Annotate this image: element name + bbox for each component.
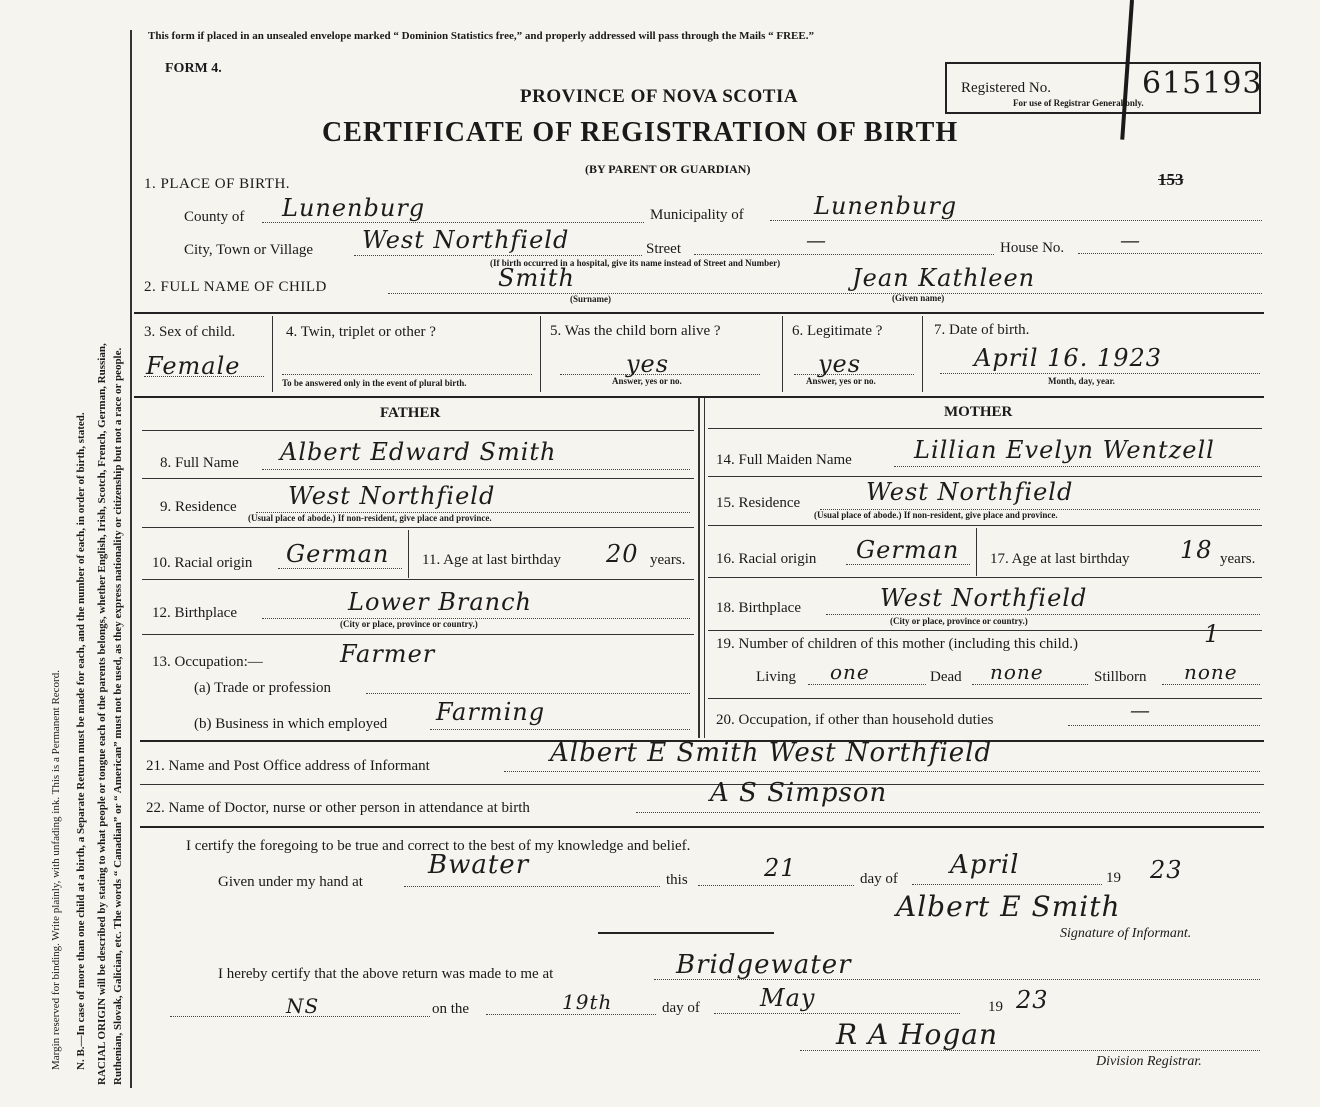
mother-birthplace-value: West Northfield <box>880 584 1088 612</box>
child-surname: Smith <box>498 264 575 292</box>
living-label: Living <box>756 669 796 685</box>
registrar-province-value: NS <box>286 994 320 1018</box>
municipality-value: Lunenburg <box>814 192 958 220</box>
legitimate-caption: Answer, yes or no. <box>806 376 876 386</box>
certify-year-prefix: 19 <box>1106 870 1121 886</box>
registrar-day-of-label: day of <box>662 1000 700 1016</box>
street-value: — <box>806 228 827 252</box>
father-business-value: Farming <box>436 698 546 726</box>
informant-value: Albert E Smith West Northfield <box>550 738 993 768</box>
informant-label: 21. Name and Post Office address of Informant <box>146 758 430 774</box>
this-label: this <box>666 872 688 888</box>
mail-notice: This form if placed in an unsealed envelope marked “ Dominion Statistics free,” and properly addressed will pass through the Mails “ FREE.” <box>148 30 814 42</box>
certify-day-value: 21 <box>764 854 797 882</box>
county-label: County of <box>184 209 245 225</box>
margin-racial-note-2: Ruthenian, Slovak, Galician, etc. The words “ Canadian” or “ American” must not be used, as they express nationality or citizenship but not a race or people. <box>112 347 124 1085</box>
given-name-caption: (Given name) <box>892 293 945 303</box>
dead-value: none <box>990 660 1044 684</box>
father-name-label: 8. Full Name <box>160 455 239 471</box>
hospital-note: (If birth occurred in a hospital, give its name instead of Street and Number) <box>490 258 781 268</box>
margin-racial-note-1: RACIAL ORIGIN will be described by stating to what people or tongue each of the parents belongs, whether English, Irish, Scotch, French, German, Russian, <box>96 343 108 1085</box>
registrar-month-value: May <box>760 984 816 1012</box>
mother-age-value: 18 <box>1180 536 1213 564</box>
mother-name-label: 14. Full Maiden Name <box>716 452 852 468</box>
mother-residence-caption: (Usual place of abode.) If non-resident, give place and province. <box>814 510 1058 520</box>
certify-month-value: April <box>950 850 1020 880</box>
child-name-label: 2. FULL NAME OF CHILD <box>144 279 327 295</box>
mother-residence-value: West Northfield <box>866 478 1074 506</box>
registrar-day-value: 19th <box>562 990 613 1014</box>
sex-value: Female <box>146 352 241 380</box>
place-of-birth-heading: 1. PLACE OF BIRTH. <box>144 176 291 192</box>
street-label: Street <box>646 241 681 257</box>
father-racial-label: 10. Racial origin <box>152 555 253 571</box>
margin-binding-note: Margin reserved for binding. Write plainly, with unfading ink. This is a Permanent Record. <box>50 670 62 1070</box>
registered-box <box>945 62 1261 114</box>
legitimate-value: yes <box>818 350 862 378</box>
father-heading: FATHER <box>380 405 441 421</box>
county-value: Lunenburg <box>282 194 426 222</box>
mother-occupation-label: 20. Occupation, if other than household duties <box>716 712 994 728</box>
registrar-on-label: on the <box>432 1001 470 1017</box>
certify-day-of-label: day of <box>860 871 898 887</box>
father-age-value: 20 <box>606 540 639 568</box>
father-age-label: 11. Age at last birthday <box>422 552 561 568</box>
city-value: West Northfield <box>362 226 570 254</box>
father-years-label: years. <box>650 552 686 568</box>
mother-residence-label: 15. Residence <box>716 495 801 511</box>
given-place-value: Bwater <box>428 850 530 880</box>
certify-year-value: 23 <box>1150 856 1183 884</box>
mother-years-label: years. <box>1220 551 1256 567</box>
father-occupation-value: Farmer <box>340 640 436 668</box>
registrar-year-prefix: 19 <box>988 999 1003 1015</box>
dob-label: 7. Date of birth. <box>934 322 1030 338</box>
margin-nb-note: N. B.—In case of more than one child at a birth, a Separate Return must be made for each, and the number of each, in order of birth, stated. <box>75 412 87 1070</box>
children-count-label: 19. Number of children of this mother (including this child.) <box>716 636 1079 652</box>
dob-value: April 16. 1923 <box>974 344 1163 372</box>
signature-caption: Signature of Informant. <box>1060 926 1192 941</box>
municipality-label: Municipality of <box>650 207 744 223</box>
registrar-statement: I hereby certify that the above return was made to me at <box>218 966 554 982</box>
father-residence-label: 9. Residence <box>160 499 237 515</box>
mother-name-value: Lillian Evelyn Wentzell <box>914 436 1215 464</box>
city-label: City, Town or Village <box>184 242 314 258</box>
mother-occupation-value: — <box>1130 698 1151 722</box>
province-title: PROVINCE OF NOVA SCOTIA <box>520 86 799 107</box>
legitimate-label: 6. Legitimate ? <box>792 323 883 339</box>
registrar-place-value: Bridgewater <box>676 950 852 980</box>
mother-birthplace-label: 18. Birthplace <box>716 600 801 616</box>
trade-profession-label: (a) Trade or profession <box>194 680 332 696</box>
stillborn-value: none <box>1184 660 1238 684</box>
dead-label: Dead <box>930 669 962 685</box>
house-number-label: House No. <box>1000 240 1065 256</box>
father-racial-value: German <box>286 540 390 568</box>
children-count-value: 1 <box>1204 620 1221 648</box>
born-alive-caption: Answer, yes or no. <box>612 376 682 386</box>
mother-birthplace-caption: (City or place, province or country.) <box>890 616 1028 626</box>
mother-age-label: 17. Age at last birthday <box>990 551 1130 567</box>
form-number: FORM 4. <box>165 61 222 76</box>
given-under-label: Given under my hand at <box>218 874 363 890</box>
business-employed-label: (b) Business in which employed <box>194 716 388 732</box>
certify-statement: I certify the foregoing to be true and correct to the best of my knowledge and belief. <box>186 838 691 854</box>
father-residence-value: West Northfield <box>288 482 496 510</box>
living-value: one <box>830 660 870 684</box>
informant-signature: Albert E Smith <box>896 890 1121 923</box>
dob-caption: Month, day, year. <box>1048 376 1115 386</box>
born-alive-label: 5. Was the child born alive ? <box>550 323 721 339</box>
registrar-note: For use of Registrar General only. <box>1013 98 1144 108</box>
stillborn-label: Stillborn <box>1094 669 1147 685</box>
child-given-name: Jean Kathleen <box>852 264 1036 292</box>
mother-racial-label: 16. Racial origin <box>716 551 817 567</box>
father-name-value: Albert Edward Smith <box>280 438 557 466</box>
registrar-year-value: 23 <box>1016 986 1049 1014</box>
twin-note: To be answered only in the event of plural birth. <box>282 378 467 388</box>
registered-number: 615193 <box>1142 66 1263 101</box>
house-number-value: — <box>1120 228 1141 252</box>
father-occupation-label: 13. Occupation:— <box>152 654 263 670</box>
twin-label: 4. Twin, triplet or other ? <box>286 324 436 340</box>
mother-heading: MOTHER <box>944 404 1013 420</box>
father-residence-caption: (Usual place of abode.) If non-resident, give place and province. <box>248 513 492 523</box>
registered-label: Registered No. <box>961 80 1051 96</box>
registrar-signature: R A Hogan <box>836 1018 999 1051</box>
born-alive-value: yes <box>626 350 670 378</box>
division-registrar-caption: Division Registrar. <box>1096 1054 1202 1069</box>
certificate-title: CERTIFICATE OF REGISTRATION OF BIRTH <box>322 117 959 148</box>
doctor-value: A S Simpson <box>710 778 888 808</box>
mother-racial-value: German <box>856 536 960 564</box>
certificate-subtitle: (BY PARENT OR GUARDIAN) <box>585 162 751 176</box>
margin-rule <box>130 30 132 1088</box>
sex-label: 3. Sex of child. <box>144 324 236 340</box>
doctor-label: 22. Name of Doctor, nurse or other person in attendance at birth <box>146 800 530 816</box>
surname-caption: (Surname) <box>570 294 611 304</box>
father-birthplace-label: 12. Birthplace <box>152 605 237 621</box>
struck-number: 153 <box>1158 170 1184 189</box>
father-birthplace-value: Lower Branch <box>348 588 533 616</box>
father-birthplace-caption: (City or place, province or country.) <box>340 619 478 629</box>
